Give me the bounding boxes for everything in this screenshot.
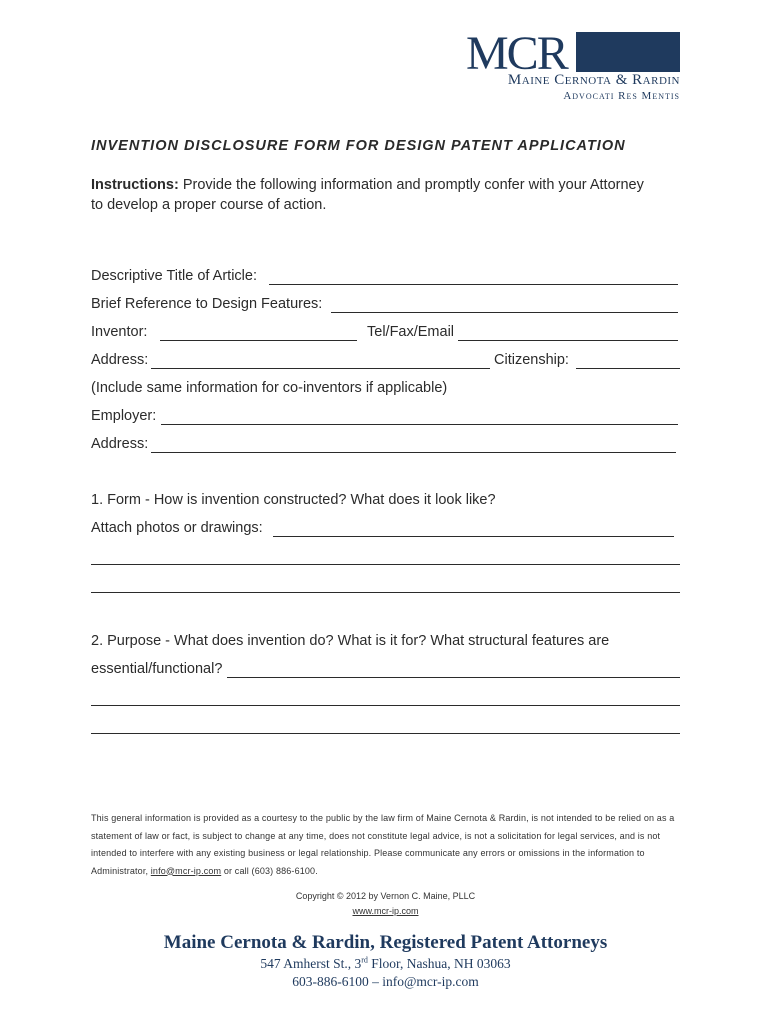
address-field[interactable] (151, 368, 490, 369)
form-answer-line[interactable] (91, 592, 680, 593)
inventor-label: Inventor: (91, 324, 148, 340)
disclaimer-tail: or call (603) 886-6100. (221, 865, 318, 876)
firm-logo (458, 27, 680, 102)
descriptive-title-field[interactable] (269, 284, 678, 285)
purpose-answer-line[interactable] (91, 733, 680, 734)
descriptive-title-row (91, 268, 680, 288)
logo-tagline: Advocati Res Mentis (563, 90, 680, 102)
footer-firm-name: Maine Cernota & Rardin, Registered Patent Attorneys (163, 932, 608, 953)
inventor-row (91, 324, 680, 344)
employer-label: Employer: (91, 408, 157, 424)
employer-row (91, 408, 680, 428)
attach-row (91, 520, 680, 540)
website-link[interactable]: www.mcr-ip.com (352, 906, 419, 916)
inventor-field[interactable] (160, 340, 357, 341)
instructions (91, 175, 651, 215)
purpose-row (91, 661, 680, 681)
employer-address-label: Address: (91, 436, 149, 452)
form-answer-line[interactable] (91, 564, 680, 565)
tel-fax-email-label: Tel/Fax/Email (367, 324, 455, 340)
co-inventors-note: (Include same information for co-inventors if applicable) (91, 380, 448, 396)
disclaimer-text: This general information is provided as a courtesy to the public by the law firm of Maine Cernota & Rardin, is not intended to be relied on as a statement of law or fact, is subject to change at any time, does not constitute legal advice, is not a solicitation for legal services, and is not intended to interfere with any existing business or legal relationship. Please communicate any errors or omissions in the information to Administrator, (91, 813, 675, 876)
disclaimer-email-link[interactable]: info@mcr-ip.com (150, 865, 222, 876)
attach-label: Attach photos or drawings: (91, 520, 263, 536)
address-row (91, 352, 680, 372)
copyright-line: Copyright © 2012 by Vernon C. Maine, PLLC (295, 891, 476, 901)
section-purpose-question: 2. Purpose - What does invention do? What is it for? What structural features are (91, 633, 610, 649)
form-title: INVENTION DISCLOSURE FORM FOR DESIGN PATENT APPLICATION (91, 138, 626, 154)
citizenship-field[interactable] (576, 368, 680, 369)
footer-street-rest: Floor, Nashua, NH 03063 (367, 956, 511, 971)
attach-field[interactable] (273, 536, 674, 537)
footer-floor-sup: rd (361, 955, 368, 965)
footer-address-block (91, 955, 680, 991)
footer-street (91, 955, 680, 973)
employer-address-row (91, 436, 680, 456)
address-label: Address: (91, 352, 149, 368)
tel-fax-email-field[interactable] (458, 340, 678, 341)
brief-reference-row (91, 296, 680, 316)
instructions-label: Instructions: (91, 177, 179, 193)
descriptive-title-label: Descriptive Title of Article: (91, 268, 257, 284)
purpose-field[interactable] (227, 677, 680, 678)
employer-address-field[interactable] (151, 452, 676, 453)
logo-firm-name: Maine Cernota & Rardin (507, 72, 680, 88)
citizenship-label: Citizenship: (494, 352, 569, 368)
instructions-text: Provide the following information and promptly confer with your Attorney to develop a proper course of action. (91, 177, 644, 213)
purpose-continuation-label: essential/functional? (91, 661, 223, 677)
brief-reference-label: Brief Reference to Design Features: (91, 296, 323, 312)
copyright-block (91, 889, 680, 919)
logo-mark: MCR (466, 27, 567, 80)
section-form-question: 1. Form - How is invention constructed? What does it look like? (91, 492, 496, 508)
employer-field[interactable] (161, 424, 678, 425)
purpose-answer-line[interactable] (91, 705, 680, 706)
footer-street-text: 547 Amherst St., 3 (260, 956, 362, 971)
footer-contact: 603-886-6100 – info@mcr-ip.com (292, 974, 479, 989)
disclaimer (91, 810, 686, 880)
brief-reference-field[interactable] (331, 312, 678, 313)
logo-bar (576, 32, 680, 72)
